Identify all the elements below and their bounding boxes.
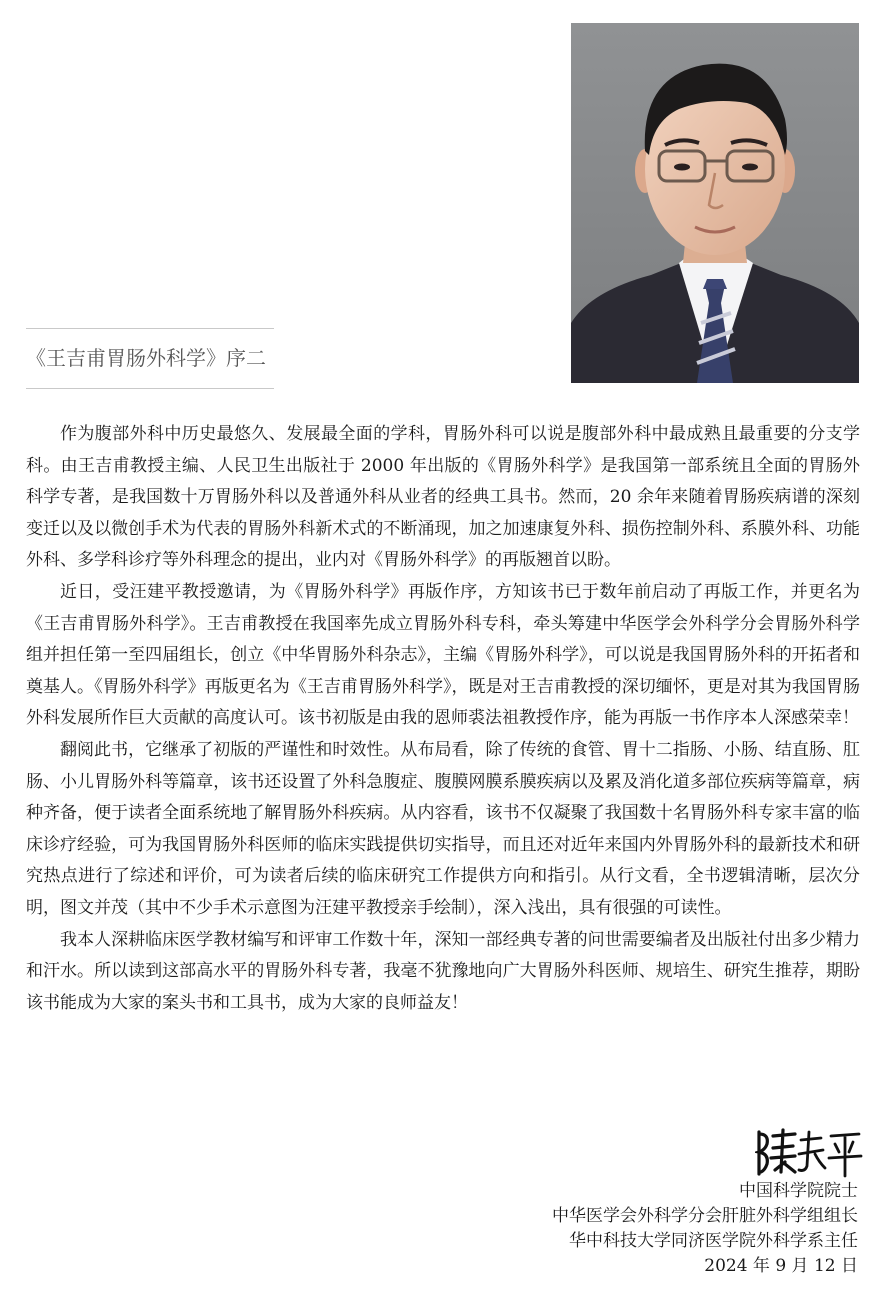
page-title: 《王吉甫胃肠外科学》序二: [26, 346, 266, 370]
paragraph-1: 作为腹部外科中历史最悠久、发展最全面的学科，胃肠外科可以说是腹部外科中最成熟且最重要的分支学科。由王吉甫教授主编、人民卫生出版社于 2000 年出版的《胃肠外科学》是我国第一部系统且全面的胃肠外科学专著，是我国数十万胃肠外科以及普通外科从业者的经典工具书。然而，20 余年来随着胃肠疾病谱的深刻变迁以及以微创手术为代表的胃肠外科新术式的不断涌现，加之加速康复外科、损伤控制外科、系膜外科、功能外科、多学科诊疗等外科理念的提出，业内对《胃肠外科学》的再版翘首以盼。: [26, 424, 860, 571]
signoff-title-2: 中华医学会外科学分会肝脏外科学组组长: [552, 1206, 858, 1226]
paragraph-3: 翻阅此书，它继承了初版的严谨性和时效性。从布局看，除了传统的食管、胃十二指肠、小肠、结直肠、肛肠、小儿胃肠外科等篇章，该书还设置了外科急腹症、腹膜网膜系膜疾病以及累及消化道多部位疾病等篇章，病种齐备，便于读者全面系统地了解胃肠外科疾病。从内容看，该书不仅凝聚了我国数十名胃肠外科专家丰富的临床诊疗经验，可为我国胃肠外科医师的临床实践提供切实指导，而且还对近年来国内外胃肠外科的最新技术和研究热点进行了综述和评价，可为读者后续的临床研究工作提供方向和指引。从行文看，全书逻辑清晰，层次分明，图文并茂（其中不少手术示意图为汪建平教授亲手绘制），深入浅出，具有很强的可读性。: [26, 739, 860, 918]
title-top-rule: [26, 328, 274, 329]
signoff-title-3: 华中科技大学同济医学院外科学系主任: [569, 1231, 858, 1251]
title-bottom-rule: [26, 388, 274, 389]
signoff-title-1: 中国科学院院士: [739, 1181, 858, 1201]
author-portrait: [571, 23, 859, 383]
portrait-photo-icon: [571, 23, 859, 383]
paragraph-4: 我本人深耕临床医学教材编写和评审工作数十年，深知一部经典专著的问世需要编者及出版社付出多少精力和汗水。所以读到这部高水平的胃肠外科专著，我毫不犹豫地向广大胃肠外科医师、规培生、研究生推荐，期盼该书能成为大家的案头书和工具书，成为大家的良师益友！: [26, 929, 860, 1013]
preface-body: [26, 419, 860, 1019]
signature-icon: [755, 1126, 865, 1178]
signoff-date: 2024 年 9 月 12 日: [704, 1256, 858, 1276]
paragraph-2: 近日，受汪建平教授邀请，为《胃肠外科学》再版作序，方知该书已于数年前启动了再版工作，并更名为《王吉甫胃肠外科学》。王吉甫教授在我国率先成立胃肠外科专科，牵头筹建中华医学会外科学分会胃肠外科学组并担任第一至四届组长，创立《中华胃肠外科杂志》，主编《胃肠外科学》，可以说是我国胃肠外科的开拓者和奠基人。《胃肠外科学》再版更名为《王吉甫胃肠外科学》，既是对王吉甫教授的深切缅怀，更是对其为我国胃肠外科发展所作巨大贡献的高度认可。该书初版是由我的恩师裘法祖教授作序，能为再版一书作序本人深感荣幸！: [26, 581, 860, 729]
signoff-block: [438, 1179, 858, 1279]
